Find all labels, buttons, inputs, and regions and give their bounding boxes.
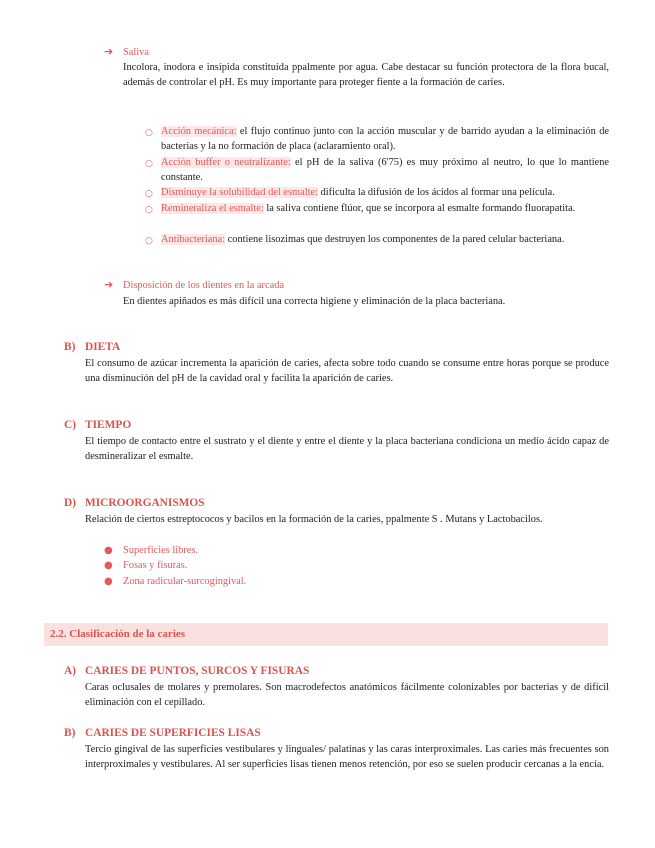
arrow-icon: ➔ xyxy=(104,45,114,58)
microorganismos-heading: MICROORGANISMOS xyxy=(85,497,205,509)
saliva-item xyxy=(161,185,621,200)
saliva-item xyxy=(161,232,609,247)
circle-bullet-icon: ○ xyxy=(145,189,153,199)
disposicion-text: En dientes apiñados es más difícil una correcta higiene y eliminación de la placa bacteriana. xyxy=(123,296,506,307)
saliva-item xyxy=(161,124,609,155)
section-letter: A) xyxy=(64,665,77,677)
section-letter: B) xyxy=(64,341,76,353)
section-letter: B) xyxy=(64,727,76,739)
arrow-icon: ➔ xyxy=(104,278,114,291)
saliva-item-text: contiene lisozimas que destruyen los componentes de la pared celular bacteriana. xyxy=(225,234,565,245)
saliva-text: Incolora, inodora e insípida constituida ppalmente por agua. Cabe destacar su función protectora de la flora bucal, además de controlar el pH. Es muy importante para proteger fiente a la formación de caries. xyxy=(123,62,609,89)
section-letter: C) xyxy=(64,419,77,431)
tiempo-heading: TIEMPO xyxy=(85,419,132,431)
caries-lisas-text: Tercio gingival de las superficies vestibulares y linguales/ palatinas y las caras interproximales. Las caries más frecuentes son interproximales y vestibulares. Al ser superficies lisas tienen menos retención, por eso se suelen producir cercanas a la encía. xyxy=(85,744,609,771)
list-item: Superficies libres. xyxy=(123,545,199,556)
circle-bullet-icon: ○ xyxy=(145,205,153,215)
saliva-item-term: Disminuye la solubilidad del esmalte: xyxy=(161,187,318,198)
circle-bullet-icon: ○ xyxy=(145,128,153,138)
caries-puntos-heading: CARIES DE PUNTOS, SURCOS Y FISURAS xyxy=(85,665,310,677)
saliva-item-text: el pH de la saliva (6'75) es muy próximo al neutro, lo que lo mantiene constante. xyxy=(161,157,610,184)
bullet-icon: ● xyxy=(104,545,113,556)
bullet-icon: ● xyxy=(104,560,113,571)
microorganismos-text: Relación de ciertos estreptococos y bacilos en la formación de la caries, ppalmente S . Mutans y Lactobacilos. xyxy=(85,514,543,525)
tiempo-text: El tiempo de contacto entre el sustrato y el diente y entre el diente y la placa bacteriana condiciona un medio ácido capaz de desmineralizar el esmalte. xyxy=(85,436,609,463)
saliva-item-term: Antibacteriana: xyxy=(161,234,226,245)
bullet-icon: ● xyxy=(104,576,113,587)
circle-bullet-icon: ○ xyxy=(145,236,153,246)
section-heading-band xyxy=(44,623,608,646)
section-heading: 2.2. Clasificación de la caries xyxy=(50,628,186,640)
circle-bullet-icon: ○ xyxy=(145,159,153,169)
saliva-item-term: Acción buffer o neutralizante: xyxy=(161,157,291,168)
disposicion-title: Disposición de los dientes en la arcada xyxy=(123,280,285,291)
saliva-item-text: dificulta la difusión de los ácidos al formar una película. xyxy=(318,187,555,198)
caries-lisas-heading: CARIES DE SUPERFICIES LISAS xyxy=(85,727,261,739)
dieta-text: El consumo de azúcar incrementa la aparición de caries, afecta sobre todo cuando se consume entre horas porque se produce una disminución del pH de la cavidad oral y facilita la aparición de caries. xyxy=(85,358,609,385)
dieta-heading: DIETA xyxy=(85,341,121,353)
saliva-item xyxy=(161,155,609,186)
list-item: Fosas y fisuras. xyxy=(123,560,188,571)
saliva-title: Saliva xyxy=(123,47,149,58)
caries-puntos-text: Caras oclusales de molares y premolares. Son macrodefectos anatómicos fácilmente colonizables por bacterias y de difícil eliminación con el cepillado. xyxy=(85,682,609,709)
saliva-item-term: Acción mecánica: xyxy=(161,126,237,137)
saliva-item-text: la saliva contiene flúor, que se incorpora al esmalte formando fluorapatita. xyxy=(263,203,576,214)
saliva-item xyxy=(161,201,609,216)
saliva-item-term: Remineraliza el esmalte: xyxy=(161,203,264,214)
list-item: Zona radicular-surcogingival. xyxy=(123,576,247,587)
saliva-item-text: el flujo continuo junto con la acción muscular y de barrido ayudan a la eliminación de bacterias y la no formación de placa (aclaramiento oral). xyxy=(161,126,610,153)
section-letter: D) xyxy=(64,497,77,509)
